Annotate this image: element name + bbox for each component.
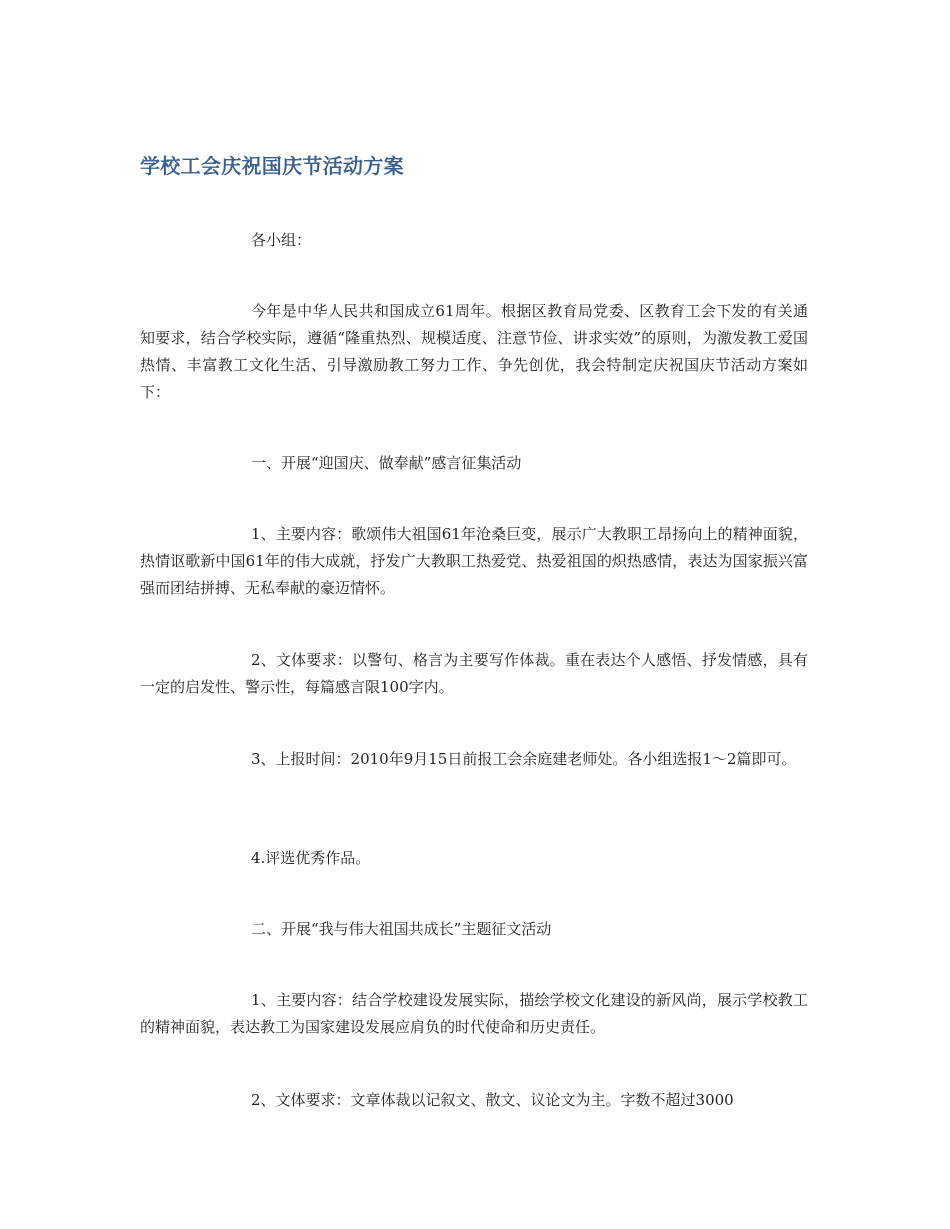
section-1-item-1: 1、主要内容：歌颂伟大祖国61年沧桑巨变，展示广大教职工昂扬向上的精神面貌，热情讴歌新中国61年的伟大成就，抒发广大教职工热爱党、热爱祖国的炽热感情，表达为国家振兴富强而团结拼搏、无私奉献的豪迈情怀。 xyxy=(140,525,808,597)
section-2-item-2: 2、文体要求：文章体裁以记叙文、散文、议论文为主。字数不超过3000 xyxy=(251,1091,734,1109)
section-heading-1: 一、开展“迎国庆、做奉献”感言征集活动 xyxy=(251,454,522,472)
section-2-item-1: 1、主要内容：结合学校建设发展实际，描绘学校文化建设的新风尚，展示学校教工的精神面貌，表达教工为国家建设发展应肩负的时代使命和历史责任。 xyxy=(140,991,808,1036)
intro-paragraph: 今年是中华人民共和国成立61周年。根据区教育局党委、区教育工会下发的有关通知要求，结合学校实际，遵循“隆重热烈、规模适度、注意节俭、讲求实效”的原则，为激发教工爱国热情、丰富教工文化生活、引导激励教工努力工作、争先创优，我会特制定庆祝国庆节活动方案如下： xyxy=(140,302,808,401)
section-1-item-3: 3、上报时间：2010年9月15日前报工会余庭建老师处。各小组选报1～2篇即可。 xyxy=(251,750,797,768)
document-title: 学校工会庆祝国庆节活动方案 xyxy=(140,154,404,178)
section-heading-2: 二、开展“我与伟大祖国共成长”主题征文活动 xyxy=(251,920,552,938)
section-1-item-4: 4.评选优秀作品。 xyxy=(251,849,371,867)
section-1-item-2: 2、文体要求：以警句、格言为主要写作体裁。重在表达个人感悟、抒发情感，具有一定的启发性、警示性，每篇感言限100字内。 xyxy=(140,651,808,696)
salutation-paragraph: 各小组： xyxy=(251,231,312,249)
